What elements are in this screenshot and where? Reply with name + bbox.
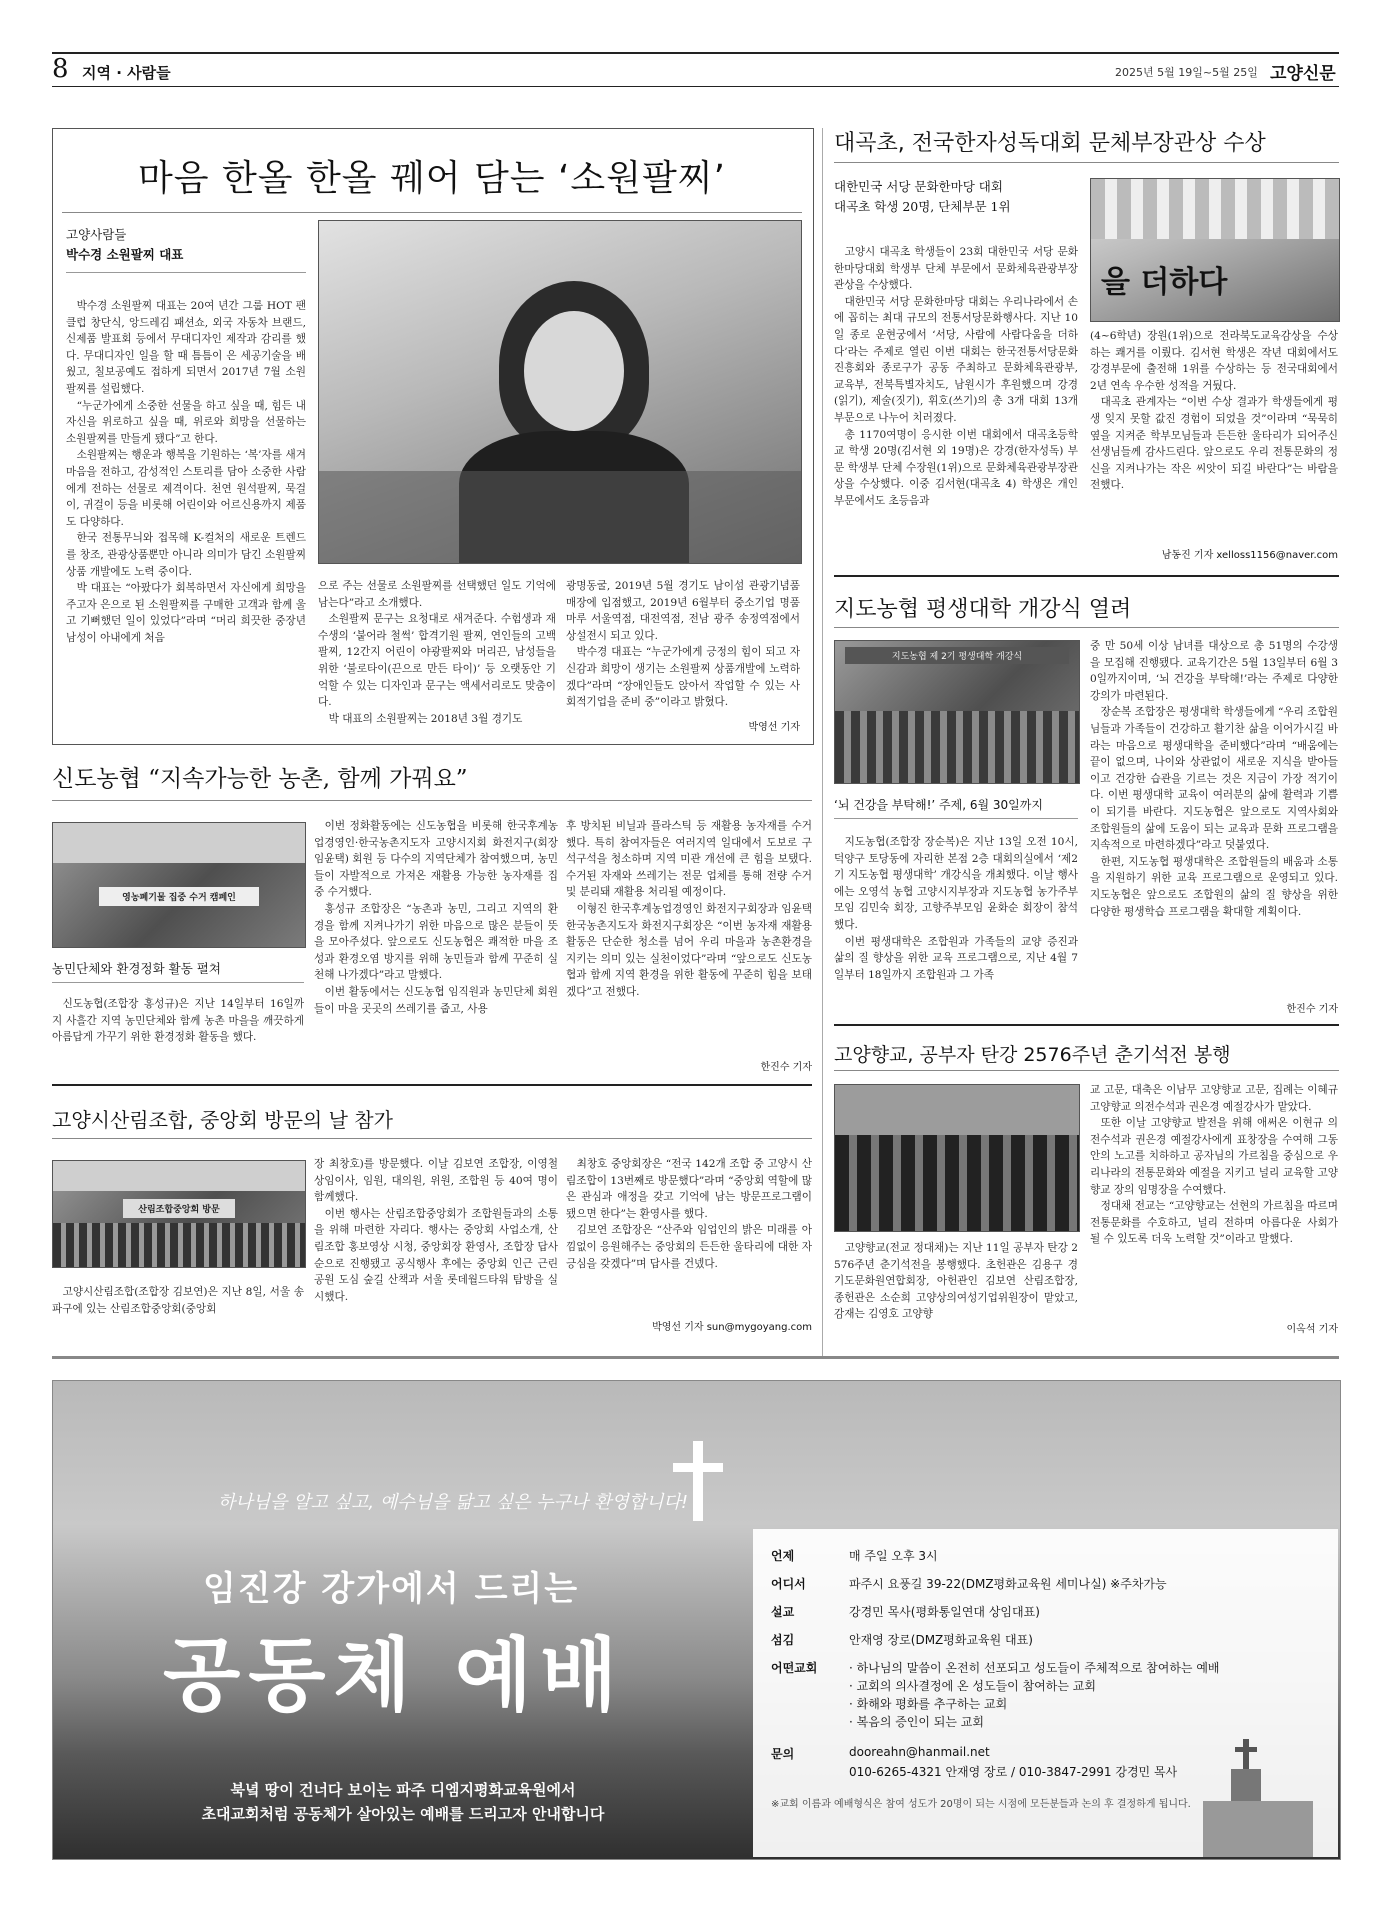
header-rule-bottom — [52, 86, 1339, 87]
story5-para: 고양향교(전교 정대채)는 지난 11일 공부자 탄강 2576주년 춘기석전을 봉행했다. 초헌관은 김용구 경기도문화원연합회장, 아헌관인 김보연 산림조합장, 종헌관은 소순희 고양상의여성기업위원장이 맡았고, 감재는 김영호 고양향 — [834, 1242, 1078, 1321]
story5-title-rule — [834, 1070, 1339, 1071]
story3-para: 지도농협(조합장 장순복)은 지난 13일 오전 10시, 덕양구 토당동에 자리한 본점 2층 대회의실에서 ‘제2기 지도농협 평생대학’ 개강식을 개최했다. 이날 행사에는 오영석 농협 고양시지부장과 지도농협 농가주부모임 김민숙 회장, 고향주부모임 윤화순 회장이 참석했다. — [834, 836, 1078, 931]
story1-title: 마음 한올 한올 꿰어 담는 ‘소원팔찌’ — [138, 158, 726, 199]
story-separator — [834, 1024, 1339, 1026]
story1-para: 광명동굴, 2019년 5월 경기도 남이섬 관광기념품 매장에 입점했고, 2019년 6월부터 중소기업 명품마루 서울역점, 대전역점, 전남 광주 송정역점에서 상설전시 되고 있다. — [566, 580, 800, 642]
story6-title-rule — [52, 1138, 812, 1139]
header-rule — [52, 52, 1339, 54]
story4-sub-rule — [52, 982, 304, 983]
story1-para: 박수경 대표는 “누군가에게 긍정의 힘이 되고 자신감과 희망이 생기는 소원팔찌 상품개발에 노력하겠다”라며 “장애인들도 앉아서 작업할 수 있는 사회적기업을 준비 중”이라고 밝혔다. — [566, 646, 800, 709]
story4-para: 홍성규 조합장은 “농촌과 농민, 그리고 지역의 환경을 함께 지켜나가기 위한 마음으로 많은 분들이 뜻을 모아주셨다. 앞으로도 신도농협은 쾌적한 마을 조성과 환경오염 방지를 위해 농민들과 함께 꾸준히 실천해 나가겠다”라고 말했다. — [314, 902, 558, 982]
ad-tagline-1: 북녘 땅이 건너다 보이는 파주 디엠지평화교육원에서 — [230, 1781, 576, 1799]
ad-tagline-2: 초대교회처럼 공동체가 살아있는 예배를 드리고자 안내합니다 — [201, 1805, 605, 1823]
story2-para: 대한민국 서당 문화한마당 대회는 우리나라에서 손에 꼽히는 최대 규모의 전통서당문화행사다. 지난 10일 종로 운현궁에서 ‘서당, 사람에 사람다움을 더하다’라는 주제로 열린 이번 대회는 한국전통서당문화진흥회와 종로구가 공동 주최하고 문화체육관광부, 교육부, 전북특별자치도, 남원시가 후원했으며 강경(읽기), 제술(짓기), 휘호(쓰기)의 총 3개 대회 13개 부문으로 나누어 치러졌다. — [834, 295, 1078, 424]
story6-para: 장 최창호)를 방문했다. 이날 김보연 조합장, 이영철 상임이사, 임원, 대의원, 위원, 조합원 등 40여 명이 함께했다. — [314, 1158, 558, 1204]
church-advertisement — [52, 1380, 1341, 1860]
ad-sermon-value: 강경민 목사(평화통일연대 상임대표) — [849, 1605, 1040, 1619]
story1-sub-rule — [66, 272, 306, 273]
ad-headline-small: 임진강 강가에서 드리는 — [203, 1569, 580, 1609]
story6-photo-banner: 산림조합중앙회 방문 — [123, 1199, 235, 1218]
issue-date: 2025년 5월 19일~5월 25일 — [1115, 66, 1258, 79]
story2-photo — [1090, 178, 1340, 322]
ad-contact-label: 문의 — [771, 1747, 795, 1761]
story1-byline: 박영선 기자 — [748, 722, 800, 733]
story3-para: 중 만 50세 이상 남녀를 대상으로 총 51명의 수강생을 모집해 진행됐다. 교육기간은 5월 13일부터 6월 30일까지이며, ‘뇌 건강을 부탁해!’라는 주제로 다양한 강의가 마련된다. — [1090, 640, 1338, 702]
story4-col2 — [314, 818, 558, 1078]
story3-col1 — [834, 834, 1078, 1014]
story6-para: 최창호 중앙회장은 “전국 142개 조합 중 고양시 산림조합이 13번째로 방문했다”라며 “중앙회 역할에 많은 관심과 애정을 갖고 기억에 남는 방문프로그램이 됐으면 한다”는 환영사를 했다. — [566, 1158, 812, 1220]
story1-col2 — [318, 578, 556, 728]
ad-contact-email: dooreahn@hanmail.net — [849, 1745, 990, 1759]
story1-para: 소원팔찌는 행운과 행복을 기원하는 ‘복’자를 새겨 마음을 전하고, 감성적인 스토리를 담아 소중한 사람에게 전하는 선물로 제격이다. 천연 원석팔찌, 묵걸이, 귀걸이 등을 비롯해 어린이와 어르신용까지 제품도 다양하다. — [66, 449, 306, 528]
story1-subtitle: 박수경 소원팔찌 대표 — [66, 247, 184, 262]
story1-para: 한국 전통무늬와 접목해 K-컬처의 새로운 트렌드를 창조, 관광상품뿐만 아니라 의미가 담긴 소원팔찌 상품 개발에도 노력 중이다. — [66, 532, 306, 578]
ad-separator — [52, 1356, 1339, 1359]
story1-para: 으로 주는 선물로 소원팔찌를 선택했던 일도 기억에 남는다”라고 소개했다. — [318, 580, 556, 609]
ad-where-value: 파주시 요풍길 39-22(DMZ평화교육원 세미나실) ※주차가능 — [849, 1577, 1167, 1591]
story1-para: 소원팔찌 문구는 요청대로 새겨준다. 수험생과 재수생의 ‘붙어라 철썩’ 합격기원 팔찌, 연인들의 고백팔찌, 12간지 어린이 야광팔찌와 머리끈, 남성들을 위한 ‘불로타이(끈으로 만든 타이)’ 등 오랫동안 기억할 수 있는 디자인과 문구는 액세서리로도 맞춤이다. — [318, 613, 556, 709]
cross-icon-bar — [673, 1463, 723, 1472]
story3-title: 지도농협 평생대학 개강식 열려 — [834, 597, 1132, 622]
page-number: 8 — [52, 54, 69, 84]
story2-para: 총 1170여명이 응시한 이번 대회에서 대곡초등학교 학생 20명(김서현 외 19명)은 강경(한자성독) 부문 학생부 단체 수장원(1위)으로 문화체육관광부장관상을 수상했다. 이중 김서현(대곡초 4) 학생은 개인 부문에서도 초등음과 — [834, 428, 1078, 507]
story4-title-rule — [52, 800, 812, 801]
story4-para: 신도농협(조합장 홍성규)은 지난 14일부터 16일까지 사흘간 지역 농민단체와 함께 농촌 마을을 깨끗하게 아름답게 가꾸기 위한 환경정화 활동을 했다. — [52, 998, 304, 1044]
story1-para: 박 대표의 소원팔찌는 2018년 3월 경기도 — [328, 712, 523, 725]
story5-para: 또한 이날 고양향교 발전을 위해 애써온 이현규 의전수석과 권은경 예절강사에게 표창장을 수여해 그동안의 노고를 치하하고 공자님의 가르침을 중심으로 우리나라의 전통문화와 예절을 지키고 널리 교육할 고양향교 장의 임명장을 수여했다. — [1090, 1117, 1338, 1196]
story1-para: 박수경 소원팔찌 대표는 20여 년간 그룹 HOT 팬클럽 창단식, 앙드레김 패션쇼, 외국 자동차 브랜드, 신제품 발표회 등에서 무대디자인 제작과 감리를 했다. 무대디자인 일을 할 때 틈틈이 은 세공기술을 배웠고, 칠보공예도 접하게 되면서 2017년 7월 소원팔찌를 설립했다. — [66, 300, 306, 395]
story1-para: 박 대표는 “아팠다가 회복하면서 자신에게 희망을 주고자 은으로 된 소원팔찌를 구매한 고객과 함께 울고 기뻐했던 일이 있었다”라며 “머리 희끗한 중장년 남성이 아내에게 처음 — [66, 582, 306, 644]
story6-para: 이번 행사는 산림조합중앙회가 조합원들과의 소통을 위해 마련한 자리다. 행사는 중앙회 사업소개, 산림조합 홍보영상 시청, 중앙회장 환영사, 조합장 답사 순으로 진행됐고 공식행사 후에는 중앙회 인근 근린공원 도심 숲길 산책과 서울 롯데월드타워 탐방을 실시했다. — [314, 1207, 558, 1303]
ad-contact-phone: 010-6265-4321 안재영 장로 / 010-3847-2991 강경민 목사 — [849, 1765, 1178, 1779]
ad-headline-big: 공동체 예배 — [163, 1628, 626, 1722]
story6-para: 고양시산림조합(조합장 김보연)은 지난 8일, 서울 송파구에 있는 산림조합중앙회(중앙회 — [52, 1286, 304, 1315]
story4-col1 — [52, 996, 304, 1076]
story3-para: 장순복 조합장은 평생대학 학생들에게 “우리 조합원님들과 가족들이 건강하고 활기찬 삶을 이어가시길 바라는 마음으로 평생대학을 준비했다”라며 “배움에는 끝이 없으며, 나이와 상관없이 새로운 지식을 받아들이고 건강한 습관을 기르는 것은 지금이 가장 적기이다. 이번 평생대학 교육이 여러분의 삶에 활력과 기쁨이 되기를 바란다. 지도농협은 앞으로도 지역사회와 조합원들의 삶에 도움이 되는 교육과 문화 프로그램을 지속적으로 마련하겠다”라고 덧붙였다. — [1090, 706, 1338, 852]
story3-title-rule — [834, 627, 1339, 628]
story3-photo-banner: 지도농협 제 2기 평생대학 개강식 — [845, 647, 1069, 664]
story6-photo — [52, 1160, 306, 1268]
ad-where-label: 어디서 — [771, 1577, 806, 1591]
ad-note: ※교회 이름과 예배형식은 참여 성도가 20명이 되는 시점에 모든분들과 논의 후 결정하게 됩니다. — [771, 1799, 1191, 1810]
story6-para: 김보연 조합장은 “산주와 임업인의 밝은 미래를 아낌없이 응원해주는 중앙회의 든든한 울타리에 대한 자긍심을 갖겠다”며 답사를 건넸다. — [566, 1224, 812, 1270]
story3-col2 — [1090, 638, 1338, 998]
story2-title: 대곡초, 전국한자성독대회 문체부장관상 수상 — [834, 131, 1266, 156]
story4-col3 — [566, 818, 812, 1054]
story1-title-rule — [62, 212, 802, 213]
story2-subtitle1: 대한민국 서당 문화한마당 대회 — [834, 179, 1003, 194]
story4-para: 이번 활동에서는 신도농협 임직원과 농민단체 회원들이 마을 곳곳의 쓰레기를 줍고, 사용 — [314, 985, 558, 1015]
story2-para: 고양시 대곡초 학생들이 23회 대한민국 서당 문화한마당대회 학생부 단체 부문에서 문화체육관광부장관상을 수상했다. — [834, 246, 1078, 292]
story5-col1 — [834, 1240, 1078, 1340]
story2-photo-banner-text: 을 더하다 — [1101, 265, 1228, 300]
ad-when-value: 매 주일 오후 3시 — [849, 1549, 938, 1563]
ad-when-label: 언제 — [771, 1549, 795, 1563]
story3-byline: 한진수 기자 — [1286, 1004, 1338, 1015]
story5-photo — [834, 1084, 1080, 1232]
story5-col2 — [1090, 1082, 1338, 1336]
story5-byline: 이옥석 기자 — [1286, 1324, 1338, 1335]
story3-caption-rule — [834, 818, 1078, 819]
story3-para: 한편, 지도농협 평생대학은 조합원들의 배움과 소통을 지원하기 위한 교육 프로그램으로 운영되고 있다. 지도농협은 앞으로도 조합원의 삶의 질 향상을 위한 다양한 평생학습 프로그램을 확대할 계획이다. — [1090, 855, 1338, 918]
story4-para: 후 방치된 비닐과 플라스틱 등 재활용 농자재를 수거했다. 특히 참여자들은 여러지역 일대에서 도보로 구석구석을 청소하며 지역 미관 개선에 큰 힘을 보탰다. 수거된 자재와 쓰레기는 전문 업체를 통해 전량 수거 및 분리돼 재활용 처리될 예정이다. — [566, 820, 812, 899]
story4-para: 이번 정화활동에는 신도농협을 비롯해 한국후계농업경영인·한국농촌지도자 고양시지회 화전지구(회장 임윤택) 회원 등 다수의 지역단체가 참여했으며, 농민들이 자발적으로 가져온 재활용 가능한 농자재를 집중 수거했다. — [314, 820, 558, 899]
story1-col1 — [66, 298, 306, 728]
story2-para: (4~6학년) 장원(1위)으로 전라북도교육감상을 수상하는 쾌거를 이뤘다. 김서현 학생은 작년 대회에서도 강경부문에 출전해 1위를 수상하는 등 전국대회에서 2년 연속 우수한 성적을 거뒀다. — [1090, 330, 1338, 392]
story3-caption: ‘뇌 건강을 부탁해!’ 주제, 6월 30일까지 — [834, 798, 1043, 812]
column-rule — [822, 128, 823, 1356]
story2-para: 대곡초 관계자는 “이번 수상 결과가 학생들에게 평생 잊지 못할 값진 경험이 되었을 것”이라며 “묵묵히 옆을 지켜준 학부모님들과 든든한 울타리가 되어주신 선생님들께 감사드린다. 앞으로도 우리 전통문화의 정신을 지켜나가는 작은 씨앗이 되길 바란다”는 바람을 전했다. — [1090, 396, 1338, 492]
story6-col1 — [52, 1284, 304, 1324]
ad-slogan: 하나님을 알고 싶고, 예수님을 닮고 싶은 누구나 환영합니다! — [217, 1492, 689, 1513]
story1-kicker: 고양사람들 — [66, 227, 127, 242]
story2-subtitle2: 대곡초 학생 20명, 단체부문 1위 — [834, 199, 1011, 214]
section-title: 지역 · 사람들 — [82, 64, 171, 82]
story4-title: 신도농협 “지속가능한 농촌, 함께 가꿔요” — [52, 766, 468, 792]
ad-serve-value: 안재영 장로(DMZ평화교육원 대표) — [849, 1633, 1033, 1647]
story-separator — [834, 575, 1339, 577]
story2-title-rule — [834, 162, 1339, 163]
story5-para: 정대채 전교는 “고양향교는 선현의 가르침을 따르며 전통문화를 수호하고, 널리 전하며 아름다운 사회가 될 수 있도록 더욱 노력할 것”이라고 말했다. — [1090, 1200, 1338, 1246]
ad-church-item: · 복음의 증인이 되는 교회 — [849, 1715, 984, 1729]
story1-para: “누군가에게 소중한 선물을 하고 싶을 때, 힘든 내 자신을 위로하고 싶을 때, 위로와 희망을 선물하는 소원팔찌를 만들게 됐다”고 한다. — [66, 399, 306, 445]
ad-info-panel — [753, 1529, 1338, 1857]
story4-subtitle: 농민단체와 환경정화 활동 펼쳐 — [52, 961, 221, 976]
story-separator — [52, 1084, 812, 1086]
ad-serve-label: 섬김 — [771, 1633, 795, 1647]
newspaper-logo: 고양신문 — [1270, 64, 1336, 84]
ad-church-item: · 하나님의 말씀이 온전히 선포되고 성도들이 주체적으로 참여하는 예배 — [849, 1661, 1220, 1675]
story6-col2 — [314, 1156, 558, 1336]
church-building-icon — [1203, 1739, 1313, 1857]
story1-col3 — [566, 578, 800, 718]
ad-sermon-label: 설교 — [771, 1605, 795, 1619]
story3-para: 이번 평생대학은 조합원과 가족들의 교양 증진과 삶의 질 향상을 위한 교육 프로그램으로, 지난 4월 7일부터 18일까지 조합원과 그 가족 — [834, 935, 1078, 981]
story5-para: 교 고문, 대축은 이남무 고양향교 고문, 집례는 이혜규 고양향교 의전수석과 권은경 예절강사가 맡았다. — [1090, 1084, 1338, 1113]
story1-photo — [318, 220, 802, 564]
ad-church-label: 어떤교회 — [771, 1661, 818, 1675]
ad-church-item: · 화해와 평화를 추구하는 교회 — [849, 1697, 1008, 1711]
story2-col2 — [1090, 328, 1338, 542]
story2-byline: 남동진 기자 xelloss1156@naver.com — [1161, 550, 1338, 561]
ad-church-item: · 교회의 의사결정에 온 성도들이 참여하는 교회 — [849, 1679, 1096, 1693]
story6-col3 — [566, 1156, 812, 1306]
story3-photo — [834, 640, 1080, 784]
story4-photo — [52, 822, 306, 948]
story4-photo-banner: 영농폐기물 집중 수거 캠페인 — [99, 887, 259, 906]
story6-title: 고양시산림조합, 중앙회 방문의 날 참가 — [52, 1108, 393, 1132]
story4-para: 이형진 한국후계농업경영인 화전지구회장과 임윤택 한국농촌지도자 화전지구회장은 “이번 농자재 재활용 활동은 단순한 청소를 넘어 우리 마을과 농촌환경을 지키는 의미 있는 실천이었다”라며 “앞으로도 신도농협과 함께 지역 환경을 위한 활동에 꾸준히 힘을 보태겠다”고 전했다. — [566, 902, 812, 998]
story4-byline: 한진수 기자 — [760, 1062, 812, 1073]
story5-title: 고양향교, 공부자 탄강 2576주년 춘기석전 봉행 — [834, 1044, 1231, 1066]
story6-byline: 박영선 기자 sun@mygoyang.com — [652, 1322, 812, 1333]
